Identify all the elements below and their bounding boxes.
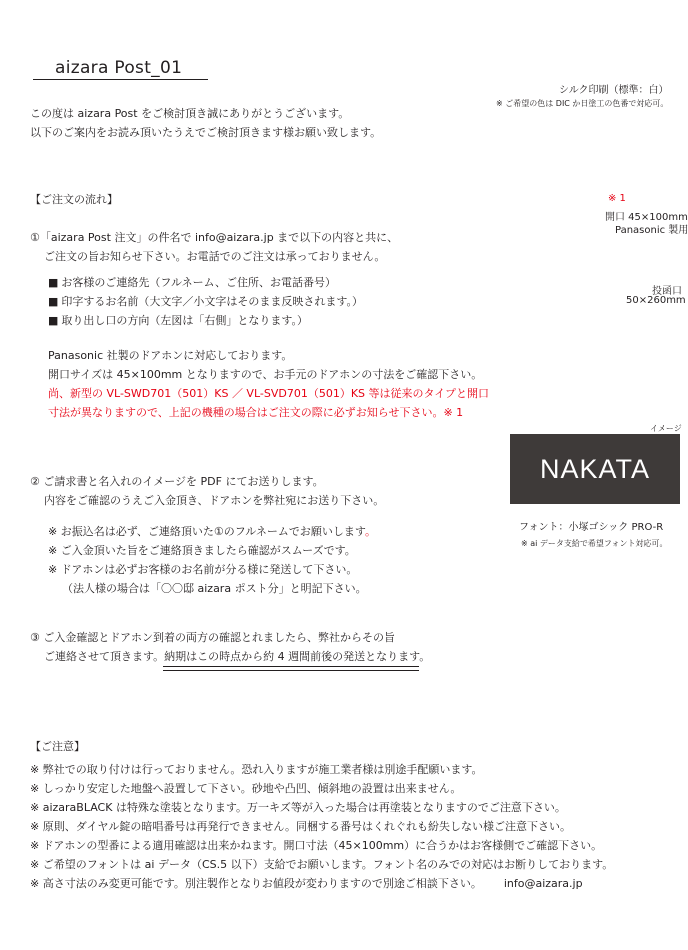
bullet-direction: ■ 取り出し口の方向（左図は「右側」となります。） [48, 311, 308, 331]
image-label: イメージ [650, 424, 682, 433]
document-title: aizara Post_01 [55, 58, 183, 78]
opening-size: 開口 45×100mm [605, 212, 688, 223]
step3-delivery-text: 納期はこの時点から約 4 週間前後の発送となります。 [164, 650, 431, 663]
caution-item-7 [30, 874, 583, 894]
caution-item-4: ※ 原則、ダイヤル錠の暗唱番号は再発行できません。同梱する番号はくれぐれも紛失しない様ご注意下さい。 [30, 820, 572, 833]
step2-note-4: （法人様の場合は「〇〇邸 aizara ポスト分」と明記下さい。 [62, 582, 367, 595]
delivery-double-underline [163, 666, 419, 671]
caution-item-3: ※ aizaraBLACK は特殊な塗装となります。万一キズ等が入った場合は再塗装となりますのでご注意下さい。 [30, 801, 566, 814]
silk-color-note: ※ ご希望の色は DIC か日塗工の色番で対応可。 [496, 99, 669, 108]
step2-line-2: 内容をご確認のうえご入金頂き、ドアホンを弊社宛にお送り下さい。 [44, 494, 385, 507]
dimension-leader [679, 89, 680, 90]
bullet-contact: ■ お客様のご連絡先（フルネーム、ご住所、お電話番号） [48, 273, 336, 293]
panasonic-line-1: Panasonic 社製のドアホンに対応しております。 [48, 349, 293, 362]
step2-note-1 [48, 522, 376, 542]
panasonic-warning-2: 寸法が異なりますので、上記の機種の場合はご注文の際に必ずお知らせ下さい。※ 1 [48, 406, 464, 419]
intro-line-2: 以下のご案内をお読み頂いたうえでご検討頂きます様お願い致します。 [30, 126, 382, 139]
step2-line-1: ② ご請求書と名入れのイメージを PDF にてお送りします。 [30, 475, 324, 488]
silk-print-label: シルク印刷（標準：白） [559, 85, 669, 96]
step2-note-3: ※ ドアホンは必ずお客様のお名前が分る様に発送して下さい。 [48, 563, 358, 576]
step3-contact-text: ご連絡させて頂きます。 [44, 650, 165, 663]
order-flow-heading: 【ご注文の流れ】 [30, 193, 118, 206]
step1-line-1: ①「aizara Post 注文」の件名で info@aizara.jp まで以下の内容と共に、 [30, 231, 399, 244]
slot-size: 50×260mm [626, 295, 686, 306]
step2-note-2: ※ ご入金頂いた旨をご連絡頂きましたら確認がスムーズです。 [48, 544, 356, 557]
step2-note-1-text: ※ お振込名は必ず、ご連絡頂いた①のフルネームでお願いします [48, 525, 366, 538]
caution-item-2: ※ しっかり安定した地盤へ設置して下さい。砂地や凸凹、傾斜地の設置は出来ません。 [30, 782, 462, 795]
panasonic-warning-1: 尚、新型の VL-SWD701（501）KS ／ VL-SVD701（501）KS 等は従来のタイプと開口 [48, 387, 489, 400]
slot-label: 投函口 [652, 286, 682, 297]
step1-line-2: ご注文の旨お知らせ下さい。お電話でのご注文は承っておりません。 [44, 250, 386, 263]
intro-line-1: この度は aizara Post をご検討頂き誠にありがとうございます。 [30, 107, 350, 120]
caution-item-6: ※ ご希望のフォントは ai データ（CS.5 以下）支給でお願いします。フォント名のみでの対応はお断りしております。 [30, 858, 614, 871]
caution-heading: 【ご注意】 [30, 740, 85, 753]
panasonic-label: Panasonic 製用 [615, 225, 688, 236]
font-note: ※ ai データ支給で希望フォント対応可。 [521, 539, 668, 548]
bullet-name: ■ 印字するお名前（大文字／小文字はそのまま反映されます。） [48, 292, 363, 312]
nameplate-sample: NAKATA [510, 434, 680, 504]
step2-note-1-period: 。 [365, 525, 377, 538]
caution-item-1: ※ 弊社での取り付けは行っておりません。恐れ入りますが施工業者様は別途手配願います。 [30, 763, 483, 776]
step3-line-2 [44, 647, 430, 667]
step3-line-1: ③ ご入金確認とドアホン到着の両方の確認とれましたら、弊社からその旨 [30, 631, 396, 644]
note-mark: ※ 1 [608, 193, 626, 204]
caution-item-7-text: ※ 高さ寸法のみ変更可能です。別注製作となりお値段が変わりますので別途ご相談下さい。 [30, 877, 482, 890]
title-underline [33, 79, 208, 80]
caution-item-5: ※ ドアホンの型番による適用確認は出来かねます。開口寸法（45×100mm）に合うかはお客様側でご確認下さい。 [30, 839, 603, 852]
font-label: フォント：小塚ゴシック PRO-R [519, 522, 664, 533]
contact-email-link[interactable]: info@aizara.jp [503, 877, 583, 890]
panasonic-line-2: 開口サイズは 45×100mm となりますので、お手元のドアホンの寸法をご確認下さい。 [48, 368, 483, 381]
